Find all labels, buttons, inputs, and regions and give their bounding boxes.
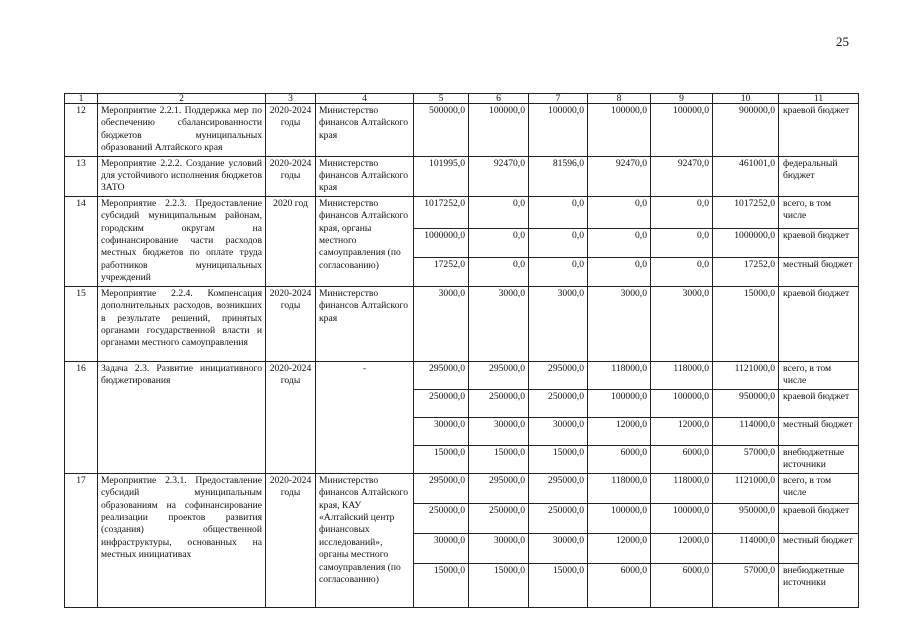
value-cell: 101995,0 [414,156,469,196]
total-cell: 114000,0 [713,417,779,445]
value-cell: 15000,0 [414,445,469,473]
funding-source: краевой бюджет [779,389,859,417]
table-row [65,196,859,228]
funding-source: внебюджетные источники [779,445,859,473]
table-row [65,361,859,389]
funding-source: всего, в том числе [779,196,859,228]
value-cell: 118000,0 [651,361,713,389]
value-cell: 6000,0 [588,445,651,473]
col-header: 4 [316,94,414,104]
value-cell: 0,0 [469,228,529,257]
funding-source: всего, в том числе [779,361,859,389]
period: 2020-2024 годы [266,361,316,473]
value-cell: 3000,0 [529,286,588,361]
value-cell: 118000,0 [588,473,651,503]
total-cell: 57000,0 [713,563,779,607]
total-cell: 1121000,0 [713,473,779,503]
col-header: 10 [713,94,779,104]
value-cell: 100000,0 [469,104,529,157]
funding-source: федеральный бюджет [779,156,859,196]
col-header: 2 [98,94,266,104]
funding-source: всего, в том числе [779,473,859,503]
total-cell: 1000000,0 [713,228,779,257]
value-cell: 100000,0 [529,104,588,157]
value-cell: 3000,0 [469,286,529,361]
funding-source: местный бюджет [779,417,859,445]
value-cell: 15000,0 [529,563,588,607]
value-cell: 0,0 [588,257,651,286]
table-row [65,473,859,503]
period: 2020-2024 годы [266,286,316,361]
row-number: 12 [65,104,98,157]
value-cell: 30000,0 [414,417,469,445]
total-cell: 461001,0 [713,156,779,196]
row-number: 17 [65,473,98,607]
value-cell: 295000,0 [414,361,469,389]
executor: Министерство финансов Алтайского края [316,286,414,361]
activity-name: Задача 2.3. Развитие инициативного бюджетирования [98,361,266,473]
activity-name: Мероприятие 2.2.2. Создание условий для устойчивого исполнения бюджетов ЗАТО [98,156,266,196]
executor: Министерство финансов Алтайского края [316,156,414,196]
value-cell: 295000,0 [414,473,469,503]
value-cell: 295000,0 [469,473,529,503]
table-row [65,286,859,361]
value-cell: 30000,0 [414,533,469,563]
activity-name: Мероприятие 2.2.3. Предоставление субсидий муниципальным районам, городским округам на софинансирование части расходов местных бюджетов по оплате труда работников муниципальных учреждений [98,196,266,286]
funding-source: краевой бюджет [779,228,859,257]
value-cell: 0,0 [651,196,713,228]
value-cell: 250000,0 [529,503,588,533]
value-cell: 0,0 [469,196,529,228]
value-cell: 0,0 [469,257,529,286]
total-cell: 950000,0 [713,389,779,417]
col-header: 5 [414,94,469,104]
table-row [65,156,859,196]
value-cell: 295000,0 [469,361,529,389]
value-cell: 15000,0 [529,445,588,473]
col-header: 11 [779,94,859,104]
value-cell: 15000,0 [469,445,529,473]
value-cell: 0,0 [651,257,713,286]
value-cell: 100000,0 [588,104,651,157]
value-cell: 100000,0 [588,389,651,417]
value-cell: 12000,0 [651,533,713,563]
value-cell: 6000,0 [588,563,651,607]
value-cell: 92470,0 [469,156,529,196]
value-cell: 250000,0 [469,389,529,417]
total-cell: 1017252,0 [713,196,779,228]
value-cell: 15000,0 [469,563,529,607]
value-cell: 12000,0 [588,417,651,445]
value-cell: 250000,0 [469,503,529,533]
program-table [64,93,859,608]
total-cell: 900000,0 [713,104,779,157]
value-cell: 12000,0 [588,533,651,563]
period: 2020 год [266,196,316,286]
total-cell: 17252,0 [713,257,779,286]
value-cell: 1000000,0 [414,228,469,257]
col-header: 9 [651,94,713,104]
col-header: 8 [588,94,651,104]
value-cell: 92470,0 [588,156,651,196]
value-cell: 250000,0 [529,389,588,417]
value-cell: 295000,0 [529,361,588,389]
period: 2020-2024 годы [266,104,316,157]
value-cell: 0,0 [651,228,713,257]
value-cell: 92470,0 [651,156,713,196]
value-cell: 81596,0 [529,156,588,196]
col-header: 3 [266,94,316,104]
value-cell: 3000,0 [651,286,713,361]
value-cell: 30000,0 [469,417,529,445]
value-cell: 3000,0 [588,286,651,361]
value-cell: 1017252,0 [414,196,469,228]
total-cell: 15000,0 [713,286,779,361]
value-cell: 3000,0 [414,286,469,361]
value-cell: 30000,0 [529,417,588,445]
value-cell: 6000,0 [651,563,713,607]
total-cell: 57000,0 [713,445,779,473]
funding-source: внебюджетные источники [779,563,859,607]
row-number: 15 [65,286,98,361]
activity-name: Мероприятие 2.3.1. Предоставление субсидий муниципальным образованиям на софинансирование реализации проектов развития (создания) общественной инфраструктуры, основанных на местных инициативах [98,473,266,607]
value-cell: 118000,0 [651,473,713,503]
value-cell: 500000,0 [414,104,469,157]
value-cell: 0,0 [529,196,588,228]
period: 2020-2024 годы [266,156,316,196]
value-cell: 295000,0 [529,473,588,503]
value-cell: 100000,0 [651,389,713,417]
executor: Министерство финансов Алтайского края [316,104,414,157]
value-cell: 118000,0 [588,361,651,389]
col-header: 1 [65,94,98,104]
value-cell: 250000,0 [414,389,469,417]
value-cell: 17252,0 [414,257,469,286]
total-cell: 114000,0 [713,533,779,563]
funding-source: местный бюджет [779,533,859,563]
col-header: 7 [529,94,588,104]
activity-name: Мероприятие 2.2.1. Поддержка мер по обеспечению сбалансированности бюджетов муниципальных образований Алтайского края [98,104,266,157]
period: 2020-2024 годы [266,473,316,607]
row-number: 13 [65,156,98,196]
executor: Министерство финансов Алтайского края, органы местного самоуправления (по согласованию) [316,196,414,286]
total-cell: 950000,0 [713,503,779,533]
value-cell: 0,0 [588,196,651,228]
value-cell: 12000,0 [651,417,713,445]
value-cell: 0,0 [529,228,588,257]
value-cell: 30000,0 [529,533,588,563]
value-cell: 0,0 [529,257,588,286]
value-cell: 100000,0 [588,503,651,533]
value-cell: 100000,0 [651,104,713,157]
page-number: 25 [836,34,849,49]
executor: - [316,361,414,473]
table-row [65,104,859,157]
row-number: 14 [65,196,98,286]
col-header: 6 [469,94,529,104]
activity-name: Мероприятие 2.2.4. Компенсация дополнительных расходов, возникших в результате решений, принятых органами государственной власти и органами местного самоуправления [98,286,266,361]
value-cell: 15000,0 [414,563,469,607]
funding-source: местный бюджет [779,257,859,286]
value-cell: 250000,0 [414,503,469,533]
funding-source: краевой бюджет [779,104,859,157]
executor: Министерство финансов Алтайского края, КАУ «Алтайский центр финансовых исследований», органы местного самоуправления (по согласованию) [316,473,414,607]
value-cell: 100000,0 [651,503,713,533]
header-row [65,94,859,104]
total-cell: 1121000,0 [713,361,779,389]
funding-source: краевой бюджет [779,286,859,361]
value-cell: 0,0 [588,228,651,257]
funding-source: краевой бюджет [779,503,859,533]
value-cell: 30000,0 [469,533,529,563]
value-cell: 6000,0 [651,445,713,473]
row-number: 16 [65,361,98,473]
